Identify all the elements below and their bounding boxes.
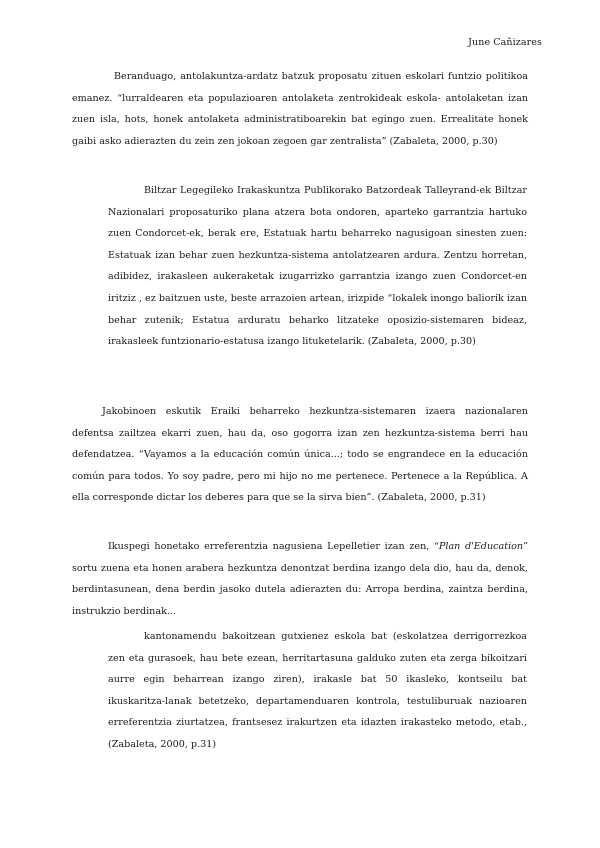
paragraph-intro: Beranduago, antolakuntza-ardatz batzuk proposatu zituen eskolari funtzio politikoa emanez. “lurraldearen eta populazioaren antolaketa zentrokideak eskola- antolaketan izan zuen isla, hots, honek antolaketa administratiboarekin bat egingo zuen. Errealitate honek gaibi asko adierazten du zein zen jokoan zegoen gar zentralista” (Zabaleta, 2000, p.30) — [72, 71, 528, 147]
header-author: June Cañizares — [468, 37, 542, 48]
block-quote-condorcet: Biltzar Legegileko Irakaskuntza Publikorako Batzordeak Talleyrand-ek Biltzar Nazionalari proposaturiko plana atzera bota ondoren, aparteko garrantzia hartuko zuen Condorcet-ek, berak ere, Estatuak hartu beharreko nagusigoan sinesten zuen: Estatuak izan behar zuen hezkuntza-sistema antolatzearen ardura. Zentzu horretan, adibidez, irakasleen aukeraketak izugarrizko garrantzia izango zuen Condorcet-en iritziz , ez baitzuen uste, beste arrazoien artean, irizpide “lokalek inongo baliorik izan behar zutenik; Estatua arduratu beharko litzateke oposizio-sistemaren bideaz, irakasleek funtzionario-estatusa izango lituketelarik. (Zabaleta, 2000, p.30) — [108, 185, 527, 348]
paragraph-jakobinoak: Jakobinoen eskutik Eraiki beharreko hezkuntza-sistemaren izaera nazionalaren defentsa zailtzea ekarri zuen, hau da, oso gogorra izan zen hezkuntza-sistema berri hau defendatzea. “Vayamos a la educación común única...; todo se engrandece en la educación común para todos. Yo soy padre, pero mi hijo no me pertenece. Pertenece a la República. A ella corresponde dictar los deberes para que se la sirva bien”. (Zabaleta, 2000, p.31) — [72, 406, 528, 504]
paragraph-lepelletier — [72, 536, 528, 622]
paragraph-lepelletier-after: ” sortu zuena eta honen arabera hezkuntza denontzat berdina izango dela dio, hau da, denok, berdintasunean, dena berdin jasoko dutela adierazten du: Arropa berdina, zaintza berdina, instrukzio berdinak... — [72, 541, 529, 617]
paragraph-lepelletier-before: Ikuspegi honetako erreferentzia nagusiena Lepelletier izan zen, “ — [108, 541, 439, 552]
block-quote-kantonamendu: kantonamendu bakoitzean gutxienez eskola bat (eskolatzea derrigorrezkoa zen eta gurasoek, hau bete ezean, herritartasuna galduko zuten eta zerga bikoitzari aurre egin beharrean izango ziren), irakasle bat 50 ikasleko, kontseilu bat ikuskaritza-lanak betetzeko, departamenduaren kontrola, testuliburuak nazioaren erreferentzia ziurtatzea, frantsesez irakurtzen eta idazten irakasteko metodo, etab.,(Zabaleta, 2000, p.31) — [108, 631, 527, 750]
plan-education-title: Plan d'Education — [438, 541, 524, 552]
